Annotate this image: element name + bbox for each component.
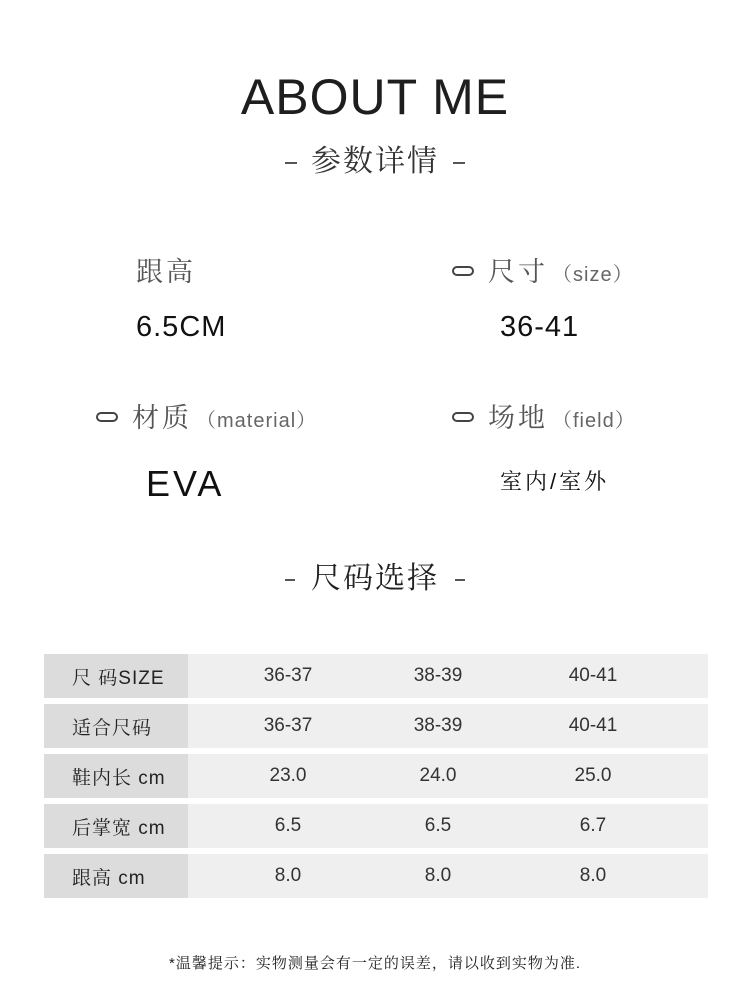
row-header: 鞋内长 cm [44, 754, 188, 798]
table-cell: 8.0 [274, 865, 302, 886]
spec-heel [136, 250, 226, 344]
spec-material-sub: （material） [196, 410, 318, 432]
spec-heel-value: 6.5CM [136, 311, 227, 343]
row-cells [188, 804, 708, 848]
size-section-title-text: 尺码选择 [311, 562, 439, 595]
spec-size-label-text: 尺寸 [488, 257, 548, 287]
table-cell: 36-37 [263, 715, 313, 736]
spec-field [452, 396, 636, 496]
table-cell: 38-39 [413, 665, 463, 686]
table-row [44, 704, 708, 748]
spec-material-label-text: 材质 [132, 403, 192, 433]
footnote: *温馨提示：实物测量会有一定的误差，请以收到实物为准. [168, 955, 581, 972]
table-cell: 24.0 [419, 765, 457, 786]
dash-right [455, 579, 465, 581]
spec-size-label [452, 250, 634, 289]
spec-field-value: 室内/室外 [500, 469, 610, 494]
table-row [44, 754, 708, 798]
table-cell: 6.7 [579, 815, 607, 836]
table-cell: 6.5 [274, 815, 302, 836]
row-cells [188, 754, 708, 798]
table-row [44, 804, 708, 848]
table-row [44, 654, 708, 698]
spec-heel-label [136, 250, 226, 289]
pill-icon [452, 412, 474, 422]
pill-icon [452, 266, 474, 276]
table-cell: 6.5 [424, 815, 452, 836]
table-cell: 23.0 [269, 765, 307, 786]
table-cell: 36-37 [263, 665, 313, 686]
spec-field-sub: （field） [552, 410, 636, 432]
row-header: 跟高 cm [44, 854, 188, 898]
page-subtitle [0, 136, 750, 180]
row-cells [188, 704, 708, 748]
row-cells [188, 654, 708, 698]
table-cell: 38-39 [413, 715, 463, 736]
dash-right [453, 162, 465, 164]
spec-material [96, 396, 317, 505]
size-section-title [0, 553, 750, 597]
table-cell: 25.0 [574, 765, 612, 786]
pill-icon [96, 412, 118, 422]
spec-field-label-text: 场地 [488, 403, 548, 433]
size-table [44, 654, 708, 904]
row-cells [188, 854, 708, 898]
dash-left [285, 579, 295, 581]
row-header: 适合尺码 [44, 704, 188, 748]
page-title: ABOUT ME [240, 69, 510, 125]
table-cell: 8.0 [579, 865, 607, 886]
spec-material-value: EVA [146, 463, 225, 504]
spec-heel-label-text: 跟高 [136, 257, 196, 287]
spec-size-value: 36-41 [500, 311, 580, 343]
table-cell: 40-41 [568, 665, 618, 686]
subtitle-text: 参数详情 [311, 145, 439, 178]
table-cell: 40-41 [568, 715, 618, 736]
row-header: 尺 码SIZE [44, 654, 188, 698]
table-row [44, 854, 708, 898]
spec-field-label [452, 396, 636, 435]
row-header: 后掌宽 cm [44, 804, 188, 848]
spec-size-sub: （size） [552, 264, 634, 286]
spec-material-label [96, 396, 317, 435]
spec-size [452, 250, 634, 344]
table-cell: 8.0 [424, 865, 452, 886]
dash-left [285, 162, 297, 164]
